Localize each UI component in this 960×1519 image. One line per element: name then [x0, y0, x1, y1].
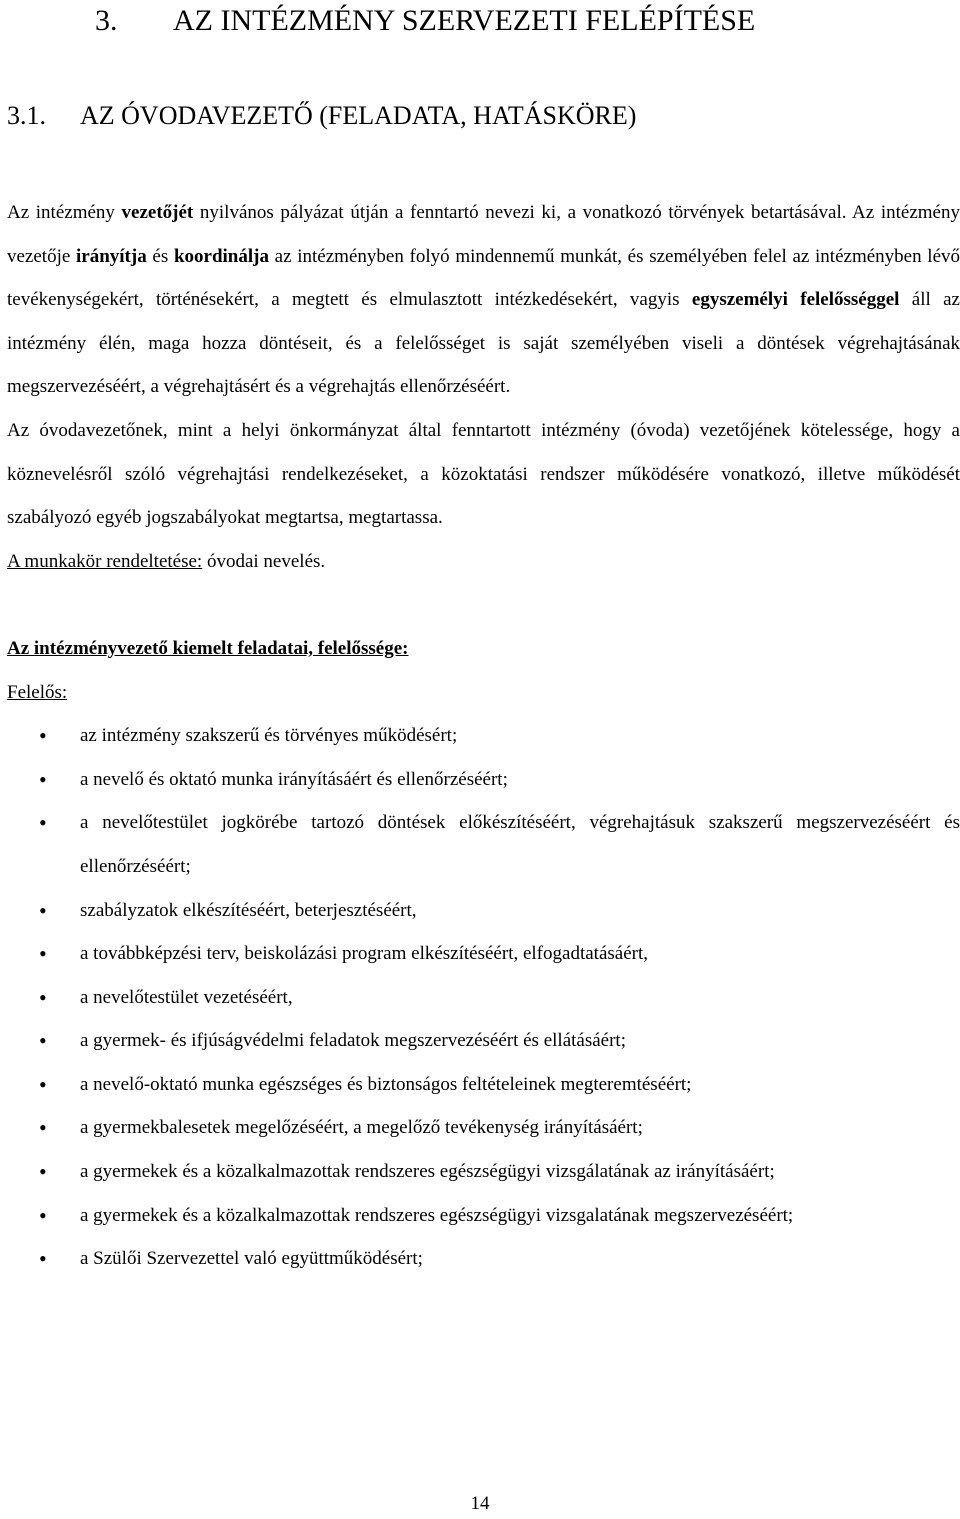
page-number: 14 — [470, 1493, 490, 1514]
list-item: • a nevelőtestület jogkörébe tartozó döntések előkészítéséért, végrehajtásuk szakszerű megszervezéséért és ellenőrzéséért; — [7, 801, 960, 888]
duties-title-text: Az intézményvezető kiemelt feladatai, felelőssége: — [7, 637, 409, 659]
list-item: • a továbbképzési terv, beiskolázási program elkészítéséért, elfogadtatásáért, — [7, 932, 960, 976]
list-item: • a gyermekek és a közalkalmazottak rendszeres egészségügyi vizsgalatának megszervezéséért; — [7, 1194, 960, 1238]
intro-text: nyilvános pályázat útján a fenntartó nevezi ki, a vonatkozó törvények betartásával. Az intézmény vezetője — [7, 202, 960, 267]
list-item: • a gyermek- és ifjúságvédelmi feladatok megszervezéséért és ellátásáért; — [7, 1019, 960, 1063]
chapter-heading — [95, 2, 755, 40]
purpose-label: A munkakör rendeltetése: — [7, 550, 203, 572]
intro-text: az intézményben folyó mindennemű munkát, és személyében felel az intézményben lévő tevékenységekért, történésekért, a megtett és elmulasztott intézkedésekért, vagyis — [7, 245, 960, 311]
purpose-line — [7, 540, 960, 584]
list-item: • a Szülői Szervezettel való együttműködésért; — [7, 1237, 960, 1281]
list-item: • a gyermekbalesetek megelőzéséért, a megelőző tevékenység irányításáért; — [7, 1106, 960, 1150]
intro-text: és — [146, 245, 174, 267]
intro-text: áll az intézmény élén, maga hozza döntéseit, és a felelősséget is saját személyében viseli a döntések végrehajtásának megszervezéséért, a végrehajtásért és a végrehajtás ellenőrzéséért. — [7, 289, 960, 398]
list-item: • a nevelő-oktató munka egészséges és biztonságos feltételeinek megteremtéséért; — [7, 1063, 960, 1107]
section-number: 3.1. — [7, 101, 46, 130]
duty-paragraph: Az óvodavezetőnek, mint a helyi önkormányzat által fenntartott intézmény (óvoda) vezetőjének kötelessége, hogy a köznevelésről szóló végrehajtási rendelkezéseket, a közoktatási rendszer működésére vonatkozó, illetve működését szabályozó egyéb jogszabályokat megtartsa, megtartassa. — [7, 419, 960, 529]
list-item: • a nevelő és oktató munka irányításáért és ellenőrzéséért; — [7, 758, 960, 802]
spacer — [7, 583, 960, 627]
intro-paragraph — [7, 191, 960, 409]
duties-title — [7, 627, 960, 671]
responsible-label-text: Felelős: — [7, 681, 68, 703]
intro-bold: koordinálja — [173, 245, 269, 267]
list-item: • a nevelőtestület vezetéséért, — [7, 976, 960, 1020]
chapter-title: AZ INTÉZMÉNY SZERVEZETI FELÉPÍTÉSE — [173, 4, 756, 37]
list-item: • a gyermekek és a közalkalmazottak rendszeres egészségügyi vizsgálatának az irányításáért; — [7, 1150, 960, 1194]
purpose-value: óvodai nevelés. — [202, 550, 326, 572]
duties-list — [7, 714, 960, 1281]
list-item: • szabályzatok elkészítéséért, beterjesztéséért, — [7, 889, 960, 933]
section-heading — [7, 99, 636, 133]
intro-bold: egyszemélyi felelősséggel — [691, 289, 900, 311]
intro-bold: vezetőjét — [121, 202, 194, 223]
list-item: • az intézmény szakszerű és törvényes működésért; — [7, 714, 960, 758]
responsible-label — [7, 671, 960, 715]
section-title: AZ ÓVODAVEZETŐ (FELADATA, HATÁSKÖRE) — [80, 101, 637, 130]
intro-bold: irányítja — [76, 245, 147, 267]
document-body — [7, 191, 960, 1281]
intro-text: Az intézmény — [7, 202, 122, 223]
chapter-number: 3. — [95, 4, 118, 37]
